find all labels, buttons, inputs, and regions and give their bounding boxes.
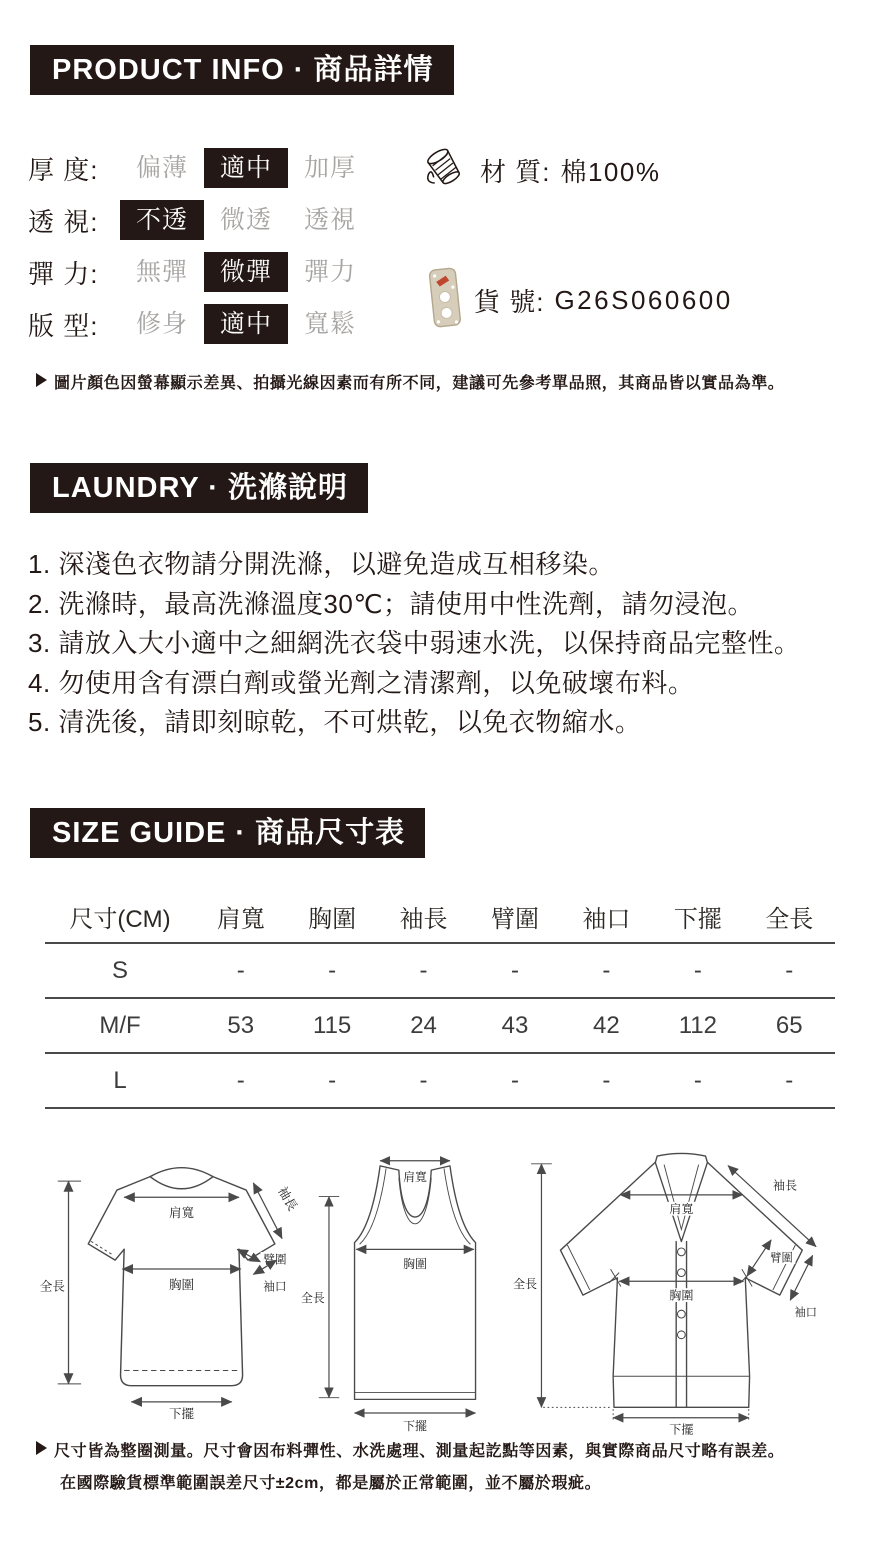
diagram-label: 肩寬 xyxy=(169,1206,195,1221)
attribute-option-selected: 不透 xyxy=(120,200,204,240)
footer-note-line1 xyxy=(36,1438,784,1461)
diagram-label: 下擺 xyxy=(169,1407,195,1420)
diagram-label: 袖口 xyxy=(794,1306,817,1319)
size-cell: 24 xyxy=(378,998,469,1053)
thread-spool-icon xyxy=(420,144,470,197)
size-cell: S xyxy=(45,943,195,998)
size-table-head-row xyxy=(45,890,835,943)
hang-tag-icon xyxy=(426,266,464,335)
size-table-col-header: 袖口 xyxy=(561,890,652,943)
material-value: 棉100% xyxy=(560,156,661,187)
size-cell: - xyxy=(286,943,377,998)
attribute-option: 加厚 xyxy=(303,154,356,182)
attribute-option-selected: 適中 xyxy=(204,304,288,344)
item-number-label: 貨 號: xyxy=(474,286,545,317)
size-cell: 112 xyxy=(652,998,743,1053)
laundry-item: 2. 洗滌時，最高洗滌溫度30℃；請使用中性洗劑，請勿浸泡。 xyxy=(28,588,755,619)
tshirt-diagram xyxy=(38,1154,300,1420)
attribute-label: 厚 度: xyxy=(28,154,99,185)
laundry-item: 1. 深淺色衣物請分開洗滌，以避免造成互相移染。 xyxy=(28,549,615,579)
size-table-col-header: 袖長 xyxy=(378,890,469,943)
attribute-option-selected: 適中 xyxy=(204,148,288,188)
arrow-right-icon xyxy=(36,373,47,387)
material-label: 材 質: xyxy=(480,156,551,187)
tanktop-diagram xyxy=(300,1152,496,1432)
attribute-option: 偏薄 xyxy=(135,154,188,182)
size-table-row xyxy=(45,1053,835,1108)
footer-note-line2 xyxy=(60,1470,601,1493)
attribute-option: 彈力 xyxy=(303,258,356,286)
diagram-label: 胸圍 xyxy=(169,1277,195,1292)
diagram-label: 全長 xyxy=(300,1291,325,1306)
diagram-label: 肩寬 xyxy=(403,1170,427,1185)
size-table-row xyxy=(45,943,835,998)
laundry-item: 3. 請放入大小適中之細網洗衣袋中弱速水洗，以保持商品完整性。 xyxy=(28,628,801,658)
diagram-label: 胸圍 xyxy=(669,1288,694,1303)
size-cell: - xyxy=(195,1053,286,1108)
product-note xyxy=(36,370,784,393)
size-cell: - xyxy=(286,1053,377,1108)
attribute-rows xyxy=(28,148,372,356)
diagram-label: 袖長 xyxy=(274,1184,300,1214)
laundry-item: 5. 清洗後，請即刻晾乾，不可烘乾，以免衣物縮水。 xyxy=(28,707,642,737)
cardigan-diagram xyxy=(512,1150,830,1435)
attribute-row xyxy=(28,252,372,292)
diagram-label: 全長 xyxy=(39,1279,65,1294)
size-cell: - xyxy=(744,943,835,998)
size-cell: - xyxy=(195,943,286,998)
size-guide-header: SIZE GUIDE · 商品尺寸表 xyxy=(30,808,425,858)
laundry-list xyxy=(28,545,800,743)
size-cell: - xyxy=(378,1053,469,1108)
size-cell: - xyxy=(469,943,560,998)
size-table-body xyxy=(45,943,835,1108)
size-table-row xyxy=(45,998,835,1053)
attribute-option: 透視 xyxy=(303,206,356,234)
footer-note-text1: 尺寸皆為整圈測量。尺寸會因布料彈性、水洗處理、測量起訖點等因素，與實際商品尺寸略有誤差。 xyxy=(54,1443,785,1460)
size-cell: 43 xyxy=(469,998,560,1053)
size-cell: - xyxy=(561,1053,652,1108)
diagram-label: 臂圍 xyxy=(263,1253,287,1267)
attribute-row xyxy=(28,304,372,344)
product-info-header: PRODUCT INFO · 商品詳情 xyxy=(30,45,454,95)
size-cell: 115 xyxy=(286,998,377,1053)
item-number-row xyxy=(426,268,733,332)
size-cell: - xyxy=(561,943,652,998)
diagram-label: 下擺 xyxy=(669,1422,694,1435)
attribute-row xyxy=(28,148,372,188)
attribute-option: 修身 xyxy=(135,310,188,338)
size-cell: - xyxy=(378,943,469,998)
size-cell: - xyxy=(744,1053,835,1108)
attribute-option: 無彈 xyxy=(135,258,188,286)
size-cell: M/F xyxy=(45,998,195,1053)
attribute-option: 寬鬆 xyxy=(303,310,356,338)
size-table-col-header: 臂圍 xyxy=(469,890,560,943)
diagram-label: 袖長 xyxy=(772,1178,798,1193)
attribute-label: 彈 力: xyxy=(28,258,99,289)
arrow-right-icon xyxy=(36,1441,47,1455)
laundry-header: LAUNDRY · 洗滌說明 xyxy=(30,463,368,513)
diagram-label: 肩寬 xyxy=(669,1202,694,1217)
size-table-col-header: 肩寬 xyxy=(195,890,286,943)
material-row xyxy=(420,146,660,194)
diagram-label: 下擺 xyxy=(403,1419,427,1432)
size-cell: 53 xyxy=(195,998,286,1053)
product-note-text: 圖片顏色因螢幕顯示差異、拍攝光線因素而有所不同，建議可先參考單品照，其商品皆以實品為準。 xyxy=(54,375,785,392)
size-cell: - xyxy=(652,943,743,998)
measurement-diagrams xyxy=(0,1148,875,1440)
diagram-label: 胸圍 xyxy=(403,1257,427,1272)
footer-note-text2: 在國際驗貨標準範圍誤差尺寸±2cm，都是屬於正常範圍，並不屬於瑕疵。 xyxy=(60,1475,602,1492)
diagram-label: 全長 xyxy=(512,1277,538,1292)
item-number-value: G26S060600 xyxy=(554,284,733,315)
attribute-row xyxy=(28,200,372,240)
diagram-label: 臂圍 xyxy=(770,1252,793,1265)
attribute-option-selected: 微彈 xyxy=(204,252,288,292)
attribute-label: 版 型: xyxy=(28,310,99,341)
size-table xyxy=(45,890,835,1109)
size-cell: 42 xyxy=(561,998,652,1053)
size-cell: L xyxy=(45,1053,195,1108)
size-table-col-header: 尺寸(CM) xyxy=(45,890,195,943)
size-cell: - xyxy=(652,1053,743,1108)
size-table-col-header: 全長 xyxy=(744,890,835,943)
attribute-option: 微透 xyxy=(219,206,272,234)
size-table-col-header: 胸圍 xyxy=(286,890,377,943)
attribute-label: 透 視: xyxy=(28,206,99,237)
diagram-label: 袖口 xyxy=(263,1280,287,1294)
laundry-item: 4. 勿使用含有漂白劑或螢光劑之清潔劑，以免破壞布料。 xyxy=(28,667,695,698)
size-table-col-header: 下擺 xyxy=(652,890,743,943)
size-cell: - xyxy=(469,1053,560,1108)
size-cell: 65 xyxy=(744,998,835,1053)
